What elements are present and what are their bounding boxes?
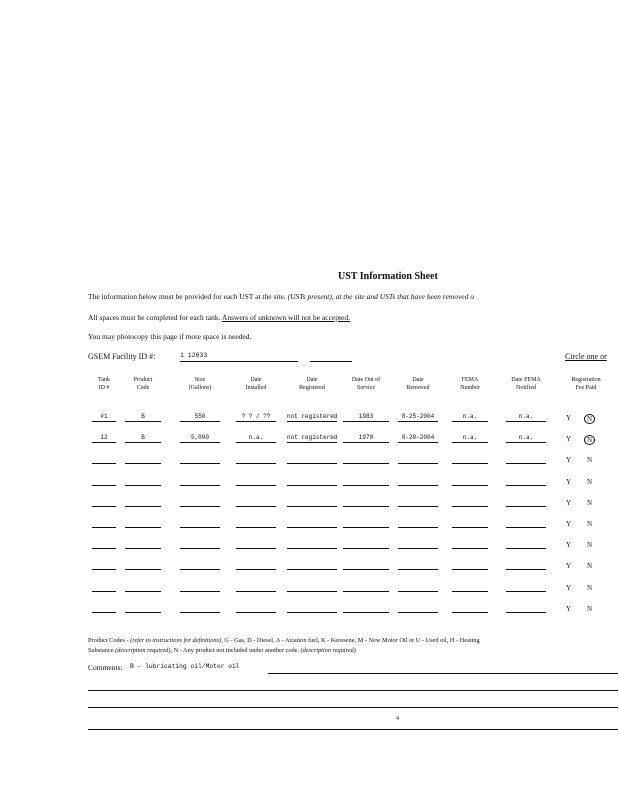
cell-tank[interactable] [92, 477, 116, 486]
page-number: 4 [396, 716, 399, 722]
column-header: Date Removed [406, 377, 430, 391]
fee-paid-no[interactable]: N [584, 414, 595, 424]
cell-out-of-service[interactable] [343, 498, 389, 507]
cell-fema[interactable]: n.a. [452, 434, 488, 443]
cell-out-of-service[interactable] [343, 583, 389, 592]
cell-fema-notified[interactable]: n.a. [506, 413, 546, 422]
codes-text-a: Product Codes - [88, 637, 131, 644]
facility-id-label: GSEM Facility ID #: [88, 352, 156, 361]
cell-removed[interactable]: 8-20-2004 [398, 434, 438, 443]
cell-fema[interactable] [452, 561, 488, 570]
column-header: Size (Gallons) [188, 377, 212, 391]
cell-size[interactable] [180, 519, 220, 528]
cell-registered[interactable] [287, 519, 337, 528]
cell-fema-notified[interactable]: n.a. [506, 434, 546, 443]
cell-registered[interactable] [287, 455, 337, 464]
codes-text-b: , G - Gas, D - Diesel, A - Aviation fuel, K - Kerosene, M - New Motor Oil or U - Used oil, H - Heating [221, 637, 480, 644]
fee-paid-yes[interactable]: Y [566, 520, 572, 528]
column-header: Date FEMA Notified [511, 377, 541, 391]
codes-text-c: Substance [88, 647, 116, 654]
cell-size[interactable]: 5,000 [180, 434, 220, 443]
cell-registered[interactable]: not registered [287, 434, 338, 441]
cell-size[interactable] [180, 561, 220, 570]
cell-fema[interactable] [452, 477, 488, 486]
cell-product[interactable] [125, 540, 161, 549]
fee-paid-yes[interactable]: Y [566, 456, 572, 464]
cell-fema-notified[interactable] [506, 604, 546, 613]
fee-paid-yes[interactable]: Y [566, 584, 572, 592]
comments-line [88, 690, 618, 691]
cell-removed[interactable] [398, 604, 438, 613]
cell-out-of-service[interactable] [343, 455, 389, 464]
cell-installed[interactable] [236, 455, 276, 464]
cell-fema-notified[interactable] [506, 477, 546, 486]
cell-removed[interactable] [398, 498, 438, 507]
comments-line [88, 729, 618, 730]
cell-out-of-service[interactable]: 1983 [343, 413, 389, 422]
cell-removed[interactable] [398, 540, 438, 549]
cell-size[interactable] [180, 498, 220, 507]
cell-fema[interactable] [452, 498, 488, 507]
cell-fema-notified[interactable] [506, 498, 546, 507]
comments-field[interactable]: B - lubricating oil/Motor oil [130, 663, 240, 670]
cell-tank[interactable] [92, 519, 116, 528]
cell-registered[interactable] [287, 604, 337, 613]
fee-paid-yes[interactable]: Y [566, 414, 572, 422]
cell-out-of-service[interactable] [343, 519, 389, 528]
comments-line [88, 707, 618, 708]
column-header: Date Out of Service [351, 377, 381, 391]
fee-paid-no[interactable]: N [587, 456, 593, 464]
column-header: Date Installed [245, 377, 267, 391]
cell-fema[interactable] [452, 583, 488, 592]
page-title: UST Information Sheet [338, 271, 438, 282]
cell-fema-notified[interactable] [506, 540, 546, 549]
column-header: FEMA Number [460, 377, 480, 391]
cell-fema-notified[interactable] [506, 455, 546, 464]
instructions-line-2-text: All spaces must be completed for each tank. [88, 313, 222, 322]
cell-installed[interactable] [236, 583, 276, 592]
cell-tank[interactable]: 12 [92, 434, 116, 443]
instructions-line-1-text: The information below must be provided for each UST at the site. [88, 292, 288, 301]
cell-out-of-service[interactable] [343, 604, 389, 613]
cell-size[interactable]: 550 [180, 413, 220, 422]
cell-out-of-service[interactable]: 1978 [343, 434, 389, 443]
cell-product[interactable] [125, 583, 161, 592]
cell-installed[interactable] [236, 519, 276, 528]
cell-installed[interactable] [236, 477, 276, 486]
codes-italic-2: (description required) [115, 647, 171, 654]
cell-product[interactable] [125, 498, 161, 507]
cell-fema[interactable] [452, 519, 488, 528]
cell-installed[interactable]: ? ? / ?? [236, 413, 276, 422]
cell-product[interactable] [125, 604, 161, 613]
column-header: Product Code [133, 377, 153, 391]
cell-product[interactable] [125, 455, 161, 464]
instructions-line-2 [88, 313, 350, 322]
cell-fema[interactable] [452, 455, 488, 464]
cell-installed[interactable] [236, 561, 276, 570]
cell-size[interactable] [180, 604, 220, 613]
fee-paid-no[interactable]: N [587, 584, 593, 592]
cell-removed[interactable] [398, 455, 438, 464]
cell-out-of-service[interactable] [343, 561, 389, 570]
fee-paid-yes[interactable]: Y [566, 541, 572, 549]
cell-registered[interactable] [287, 561, 337, 570]
fee-paid-no[interactable]: N [587, 520, 593, 528]
fee-paid-yes[interactable]: Y [566, 605, 572, 613]
fee-paid-yes[interactable]: Y [566, 562, 572, 570]
instructions-line-1-italic: (USTs present), at the site and USTs that have been removed o [287, 292, 474, 301]
circle-one-label: Circle one or [565, 352, 607, 361]
cell-registered[interactable] [287, 498, 337, 507]
cell-fema-notified[interactable] [506, 519, 546, 528]
cell-tank[interactable] [92, 604, 116, 613]
column-header: Tank ID # [98, 377, 110, 391]
instructions-line-1 [88, 292, 474, 301]
instructions-line-3: You may photocopy this page if more space is needed. [88, 332, 252, 341]
cell-registered[interactable] [287, 477, 337, 486]
cell-removed[interactable]: 8-25-2004 [398, 413, 438, 422]
cell-fema-notified[interactable] [506, 583, 546, 592]
codes-text-d: , N - Any product not included under another code. [170, 647, 301, 654]
fee-paid-no[interactable]: N [587, 478, 593, 486]
cell-registered[interactable] [287, 540, 337, 549]
cell-installed[interactable]: n.a. [236, 434, 276, 443]
fee-paid-yes[interactable]: Y [566, 478, 572, 486]
cell-installed[interactable] [236, 604, 276, 613]
fee-paid-no[interactable]: N [587, 562, 593, 570]
cell-size[interactable] [180, 583, 220, 592]
cell-fema[interactable] [452, 540, 488, 549]
cell-registered[interactable] [287, 583, 337, 592]
cell-tank[interactable] [92, 540, 116, 549]
comments-label: Comments: [88, 663, 123, 672]
cell-tank[interactable] [92, 583, 116, 592]
cell-tank[interactable] [92, 561, 116, 570]
cell-size[interactable] [180, 455, 220, 464]
column-header: Registration Fee Paid [571, 377, 601, 391]
cell-tank[interactable]: #1 [92, 413, 116, 422]
cell-tank[interactable] [92, 455, 116, 464]
fee-paid-yes[interactable]: Y [566, 499, 572, 507]
codes-italic-1: (refer to instructions for definitions) [130, 637, 222, 644]
comments-line [268, 673, 618, 674]
cell-fema-notified[interactable] [506, 561, 546, 570]
facility-id-field[interactable]: 1 12633 [180, 352, 298, 362]
cell-fema[interactable] [452, 604, 488, 613]
cell-product[interactable]: B [125, 413, 161, 422]
cell-removed[interactable] [398, 583, 438, 592]
cell-installed[interactable] [236, 540, 276, 549]
cell-removed[interactable] [398, 561, 438, 570]
cell-product[interactable] [125, 477, 161, 486]
cell-tank[interactable] [92, 498, 116, 507]
cell-installed[interactable] [236, 498, 276, 507]
cell-fema[interactable]: n.a. [452, 413, 488, 422]
fee-paid-no[interactable]: N [587, 499, 593, 507]
cell-out-of-service[interactable] [343, 540, 389, 549]
cell-out-of-service[interactable] [343, 477, 389, 486]
facility-id-extra-line [310, 361, 352, 362]
fee-paid-no[interactable]: N [587, 605, 593, 613]
cell-product[interactable] [125, 519, 161, 528]
cell-removed[interactable] [398, 477, 438, 486]
cell-size[interactable] [180, 540, 220, 549]
codes-italic-3: (description required) [300, 647, 356, 654]
cell-registered[interactable]: not registered [287, 413, 338, 420]
cell-product[interactable] [125, 561, 161, 570]
column-header: Date Registered [299, 377, 325, 391]
instructions-line-2-underlined: Answers of unknown will not be accepted. [221, 313, 351, 322]
cell-product[interactable]: B [125, 434, 161, 443]
fee-paid-no[interactable]: N [584, 435, 595, 445]
cell-size[interactable] [180, 477, 220, 486]
cell-removed[interactable] [398, 519, 438, 528]
fee-paid-no[interactable]: N [587, 541, 593, 549]
fee-paid-yes[interactable]: Y [566, 435, 572, 443]
product-codes-legend [88, 636, 618, 656]
